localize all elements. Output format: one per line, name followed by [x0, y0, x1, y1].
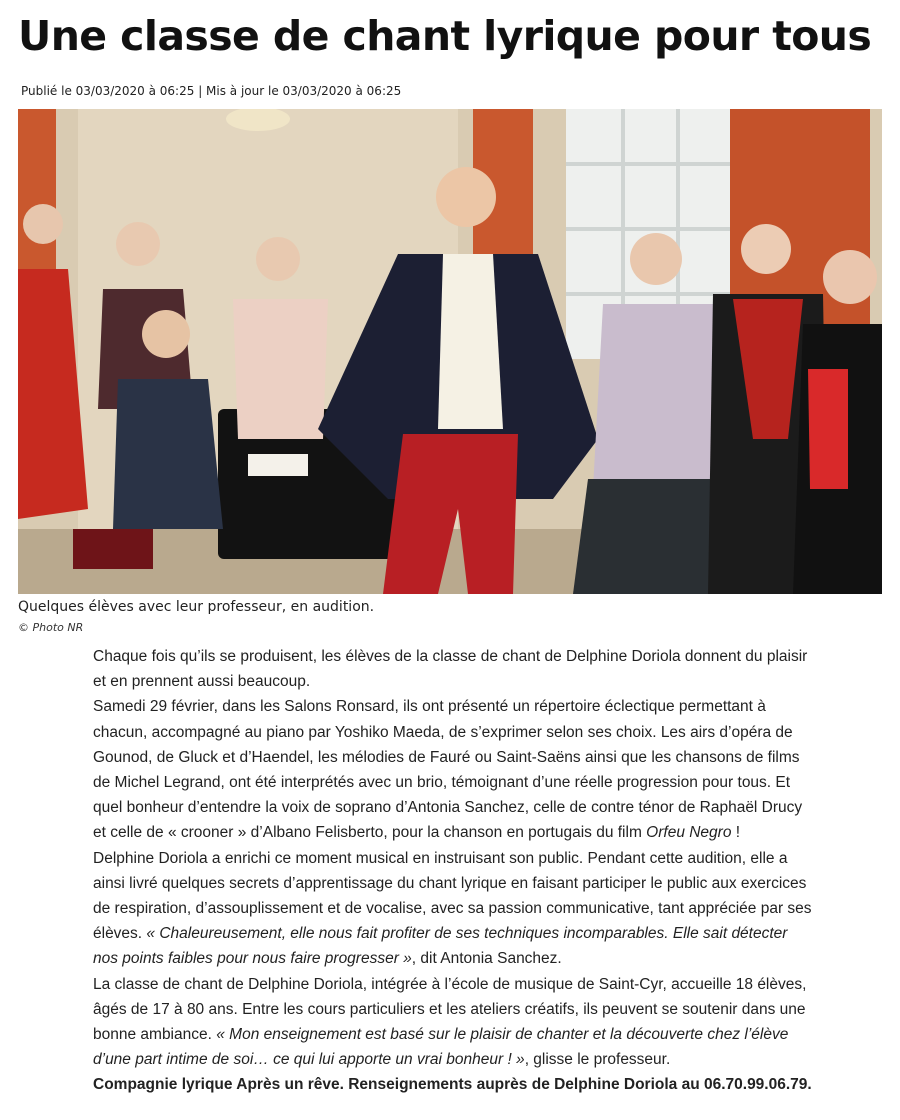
- article-photo: [18, 109, 882, 594]
- photo-person-5-shirt: [438, 254, 503, 429]
- article-title: Une classe de chant lyrique pour tous: [18, 12, 872, 60]
- photo-person-8-head: [823, 250, 877, 304]
- photo-person-5-head: [436, 167, 496, 227]
- photo-person-4-head: [256, 237, 300, 281]
- photo-person-7-head: [741, 224, 791, 274]
- photo-person-4-body: [233, 299, 328, 439]
- photo-credit: © Photo NR: [18, 621, 84, 634]
- quote-teacher: « Mon enseignement est basé sur le plaisir de chanter et la découverte chez l’élève d’une part intime de soi… ce qui lui apporte un vrai bonheur ! »: [93, 1026, 789, 1069]
- paragraph-concert-text: Samedi 29 février, dans les Salons Ronsard, ils ont présenté un répertoire éclectique permettant à chacun, accompagné au piano par Yoshiko Maeda, de s’exprimer selon ses choix. Les airs d’opéra de Gounod, de Gluck et d’Haendel, les mélodies de Fauré ou Saint-Saëns ainsi que les chansons de films de Michel Legrand, ont été interprétés avec un brio, témoignant d’une réelle progression pour tous. Et quel bonheur d’entendre la voix de soprano d’Antonia Sanchez, celle de contre ténor de Raphaël Drucy et celle de « crooner » d’Albano Felisberto, pour la chanson en portugais du film: [93, 698, 803, 842]
- paragraph-teacher: [93, 846, 813, 972]
- photo-piano-keys: [248, 454, 308, 476]
- paragraph-class-end: , glisse le professeur.: [524, 1051, 671, 1069]
- film-title: Orfeu Negro: [646, 824, 732, 842]
- photo-person-2-head: [116, 222, 160, 266]
- group-photo-illustration: [18, 109, 882, 594]
- quote-antonia: « Chaleureusement, elle nous fait profiter de ses techniques incomparables. Elle sait détecter nos points faibles pour nous faire progresser »: [93, 925, 788, 968]
- paragraph-intro: Chaque fois qu’ils se produisent, les élèves de la classe de chant de Delphine Doriola donnent du plaisir et en prennent aussi beaucoup.: [93, 648, 808, 691]
- photo-piano-stool: [73, 529, 153, 569]
- paragraph-concert-end: !: [731, 824, 741, 842]
- photo-caption: Quelques élèves avec leur professeur, en audition.: [18, 599, 375, 615]
- paragraph-class-text: La classe de chant de Delphine Doriola, intégrée à l’école de musique de Saint-Cyr, accueille 18 élèves, âgés de 17 à 80 ans. Entre les cours particuliers et les ateliers créatifs, ils peuvent se soutenir dans une bonne ambiance.: [93, 975, 807, 1044]
- published-date: Publié le 03/03/2020 à 06:25: [21, 84, 195, 98]
- photo-person-3-head: [142, 310, 190, 358]
- article-meta: [21, 84, 401, 98]
- photo-person-6-head: [630, 233, 682, 285]
- meta-separator: |: [194, 84, 207, 98]
- photo-person-8-top: [808, 369, 848, 489]
- paragraph-class: [93, 972, 813, 1073]
- photo-person-6-body: [593, 304, 723, 489]
- paragraph-concert: [93, 694, 813, 845]
- article-body: [93, 644, 813, 1098]
- photo-person-3-body: [113, 379, 223, 529]
- contact-info: Compagnie lyrique Après un rêve. Renseignements auprès de Delphine Doriola au 06.70.99.06.79.: [93, 1076, 812, 1094]
- photo-person-1-head: [23, 204, 63, 244]
- paragraph-contact: [93, 1072, 813, 1097]
- paragraph-teacher-text: Delphine Doriola a enrichi ce moment musical en instruisant son public. Pendant cette audition, elle a ainsi livré quelques secrets d’apprentissage du chant lyrique en faisant participer le public aux exercices de respiration, d’assouplissement et de vocalise, avec sa passion communicative, tant appréciée par ses élèves.: [93, 849, 812, 943]
- paragraph-teacher-end: , dit Antonia Sanchez.: [411, 950, 562, 968]
- updated-date: Mis à jour le 03/03/2020 à 06:25: [206, 84, 402, 98]
